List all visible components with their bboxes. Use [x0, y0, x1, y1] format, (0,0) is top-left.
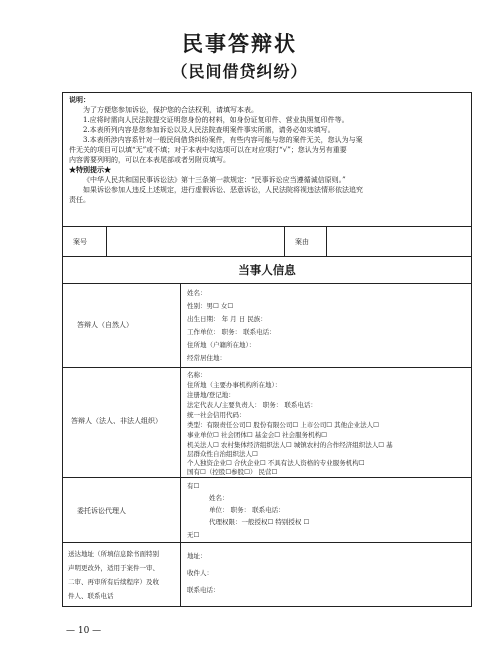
service-label-line: 二审、再审所有后续程序）及收 [68, 578, 159, 586]
field-registration[interactable]: 注册地/登记地： [187, 391, 235, 399]
case-number-label: 案号 [73, 238, 87, 246]
page-number: — 10 — [66, 626, 102, 636]
document-title: 民事答辩状 [182, 31, 297, 56]
service-address-row [62, 543, 472, 607]
field-residence[interactable]: 经常居住地： [187, 354, 226, 362]
field-org-type[interactable]: 类型：有限责任公司☐ 股份有限公司☐ 上市公司☐ 其他企业法人☐ [187, 421, 380, 429]
field-org-type-4[interactable]: 层群众性自治组织法人☐ [187, 450, 258, 458]
instruction-line: 3.本表所涉内容系针对一般民间借贷纠纷案件，有些内容可能与您的案件无关，您认为与案 [83, 136, 363, 144]
field-org-name[interactable]: 名称： [187, 371, 207, 379]
tip-line: 如果诉讼参加人违反上述规定，进行虚假诉讼、恶意诉讼，人民法院将视违法情形依法追究 [83, 186, 363, 194]
instructions-heading: 说明： [69, 95, 90, 104]
party-info-section-title: 当事人信息 [62, 257, 472, 284]
field-birth-date[interactable]: 出生日期： 年 月 日 民族： [187, 315, 267, 323]
service-label-line: 声明更改外，适用于案件一审、 [68, 564, 159, 572]
case-cause-label: 案由 [295, 238, 309, 246]
field-domicile[interactable]: 住所地（户籍所在地）： [187, 341, 256, 349]
field-legal-rep[interactable]: 法定代表人/主要负责人： 职务： 联系电话： [187, 401, 317, 409]
agent-authority-field[interactable]: 代理权限：一般授权☐ 特别授权 ☐ [209, 518, 310, 526]
instruction-line: 为了方便您参加诉讼，保护您的合法权利，请填写本表。 [83, 106, 258, 114]
case-number-field[interactable] [111, 231, 279, 251]
special-tip-heading: ★特别提示★ [69, 165, 111, 174]
instructions-box [62, 92, 472, 227]
contact-phone-field[interactable]: 联系电话： [187, 586, 220, 594]
agent-name-field[interactable]: 姓名： [209, 494, 229, 502]
recipient-field[interactable]: 收件人： [187, 569, 213, 577]
service-label-line: 送达地址（所填信息除书面特别 [68, 550, 159, 558]
case-row [62, 227, 472, 257]
field-org-type-5[interactable]: 个人独资企业☐ 合伙企业☐ 不具有法人资格的专业服务机构☐ [187, 459, 365, 467]
agent-unit-field[interactable]: 单位： 职务： 联系电话： [209, 506, 285, 514]
field-gender[interactable]: 性别：男☐ 女☐ [187, 302, 234, 310]
respondent-legal-person-row [62, 368, 472, 478]
field-name[interactable]: 姓名： [187, 289, 207, 297]
document-subtitle: （民间借贷纠纷） [171, 62, 308, 81]
tip-line: 责任。 [69, 196, 90, 204]
service-label-line: 件人、联系电话 [68, 592, 114, 600]
agent-yes-checkbox[interactable]: 有☐ [187, 482, 200, 490]
respondent-legal-person-label: 答辩人（法人、非法人组织） [71, 417, 162, 425]
instruction-line: 件无关的项目可以填“无”或不填；对于本表中勾选项可以在对应项打“√”；您认为另有重要 [69, 146, 347, 154]
tip-line: 《中华人民共和国民事诉讼法》第十三条第一款规定：“民事诉讼应当遵循诚信原则。” [83, 176, 346, 184]
field-org-type-2[interactable]: 事业单位☐ 社会团体☐ 基金会☐ 社会服务机构☐ [187, 431, 328, 439]
litigation-agent-row [62, 478, 472, 543]
agent-no-checkbox[interactable]: 无☐ [187, 531, 200, 539]
case-cause-field[interactable] [331, 231, 467, 251]
service-address-field[interactable]: 地址： [187, 552, 207, 560]
field-employer[interactable]: 工作单位： 职务： 联系电话： [187, 328, 276, 336]
field-credit-code[interactable]: 统一社会信用代码： [187, 411, 246, 419]
field-ownership[interactable]: 国有☐（控股☐参股☐） 民营☐ [187, 468, 278, 476]
respondent-natural-person-row [62, 284, 472, 368]
litigation-agent-label: 委托诉讼代理人 [77, 507, 126, 515]
instruction-line: 2.本表所列内容是您参加诉讼以及人民法院查明案件事实所需，请务必如实填写。 [83, 126, 335, 134]
field-org-type-3[interactable]: 机关法人☐ 农村集体经济组织法人☐ 城镇农村的合作经济组织法人☐ 基 [187, 441, 393, 449]
instruction-line: 内容需要列明的，可以在本表尾部或者另附页填写。 [69, 156, 230, 164]
field-org-address[interactable]: 住所地（主要办事机构所在地）： [187, 381, 282, 389]
instruction-line: 1.应将时需向人民法院提交证明您身份的材料，如身份证复印件、营业执照复印件等。 [83, 116, 349, 124]
respondent-natural-person-label: 答辩人（自然人） [77, 321, 133, 329]
